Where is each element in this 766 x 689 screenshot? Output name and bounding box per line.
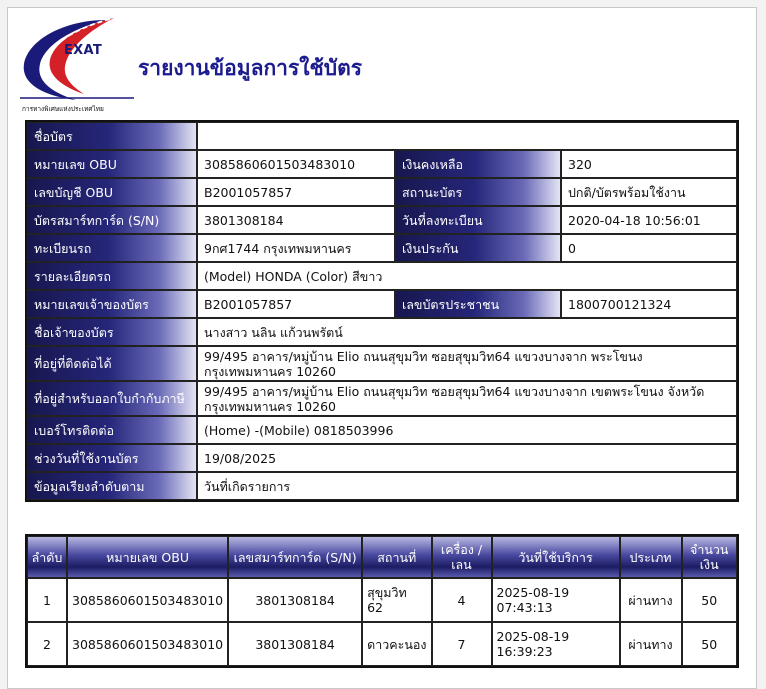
table-row [27,578,737,622]
row-lane: 4 [432,578,492,622]
owner-name-label: ชื่อเจ้าของบัตร [27,318,197,346]
row-plate [27,234,737,262]
table-row [27,622,737,666]
logo-caption: การทางพิเศษแห่งประเทศไทย [22,105,104,113]
transactions-table [25,534,739,668]
row-usage-period [27,444,737,472]
balance-value: 320 [561,150,737,178]
row-obu: 3085860601503483010 [67,578,228,622]
row-type: ผ่านทาง [620,578,682,622]
smartcard-label: บัตรสมาร์ทการ์ด (S/N) [27,206,197,234]
row-seq: 2 [27,622,67,666]
exat-logo [14,14,138,114]
col-obu-header: หมายเลข OBU [67,536,228,578]
col-lane-header: เครื่อง /เลน [432,536,492,578]
col-datetime-header: วันที่ใช้บริการ [492,536,620,578]
col-type-header: ประเภท [620,536,682,578]
card-name-label: ชื่อบัตร [27,122,197,150]
deposit-value: 0 [561,234,737,262]
col-amount-header: จำนวนเงิน [682,536,738,578]
usage-period-label: ช่วงวันที่ใช้งานบัตร [27,444,197,472]
row-obu: 3085860601503483010 [67,622,228,666]
card-info-table [25,120,739,502]
row-owner-name [27,318,737,346]
row-phone [27,416,737,444]
phone-value: (Home) -(Mobile) 0818503996 [197,416,737,444]
id-card-label: เลขบัตรประชาชน [395,290,561,318]
deposit-label: เงินประกัน [395,234,561,262]
report-page [7,7,757,689]
row-location: ดาวคะนอง [362,622,431,666]
row-lane: 7 [432,622,492,666]
obu-number-value: 3085860601503483010 [197,150,395,178]
sort-order-value: วันที่เกิดรายการ [197,472,737,500]
col-smartcard-header: เลขสมาร์ทการ์ด (S/N) [228,536,362,578]
logo-text: EXAT [64,43,103,58]
sort-order-label: ข้อมูลเรียงลำดับตาม [27,472,197,500]
plate-value: 9กศ1744 กรุงเทพมหานคร [197,234,395,262]
row-location: สุขุมวิท 62 [362,578,431,622]
usage-period-value: 19/08/2025 [197,444,737,472]
row-smartcard [27,206,737,234]
register-date-value: 2020-04-18 10:56:01 [561,206,737,234]
tax-address-value: 99/495 อาคาร/หมู่บ้าน Elio ถนนสุขุมวิท ซอยสุขุมวิท64 แขวงบางจาก เขตพระโขนง จังหวัดกรุงเทพมหานคร 10260 [197,381,737,416]
row-datetime: 2025-08-19 16:39:23 [492,622,620,666]
row-card-name [27,122,737,150]
vehicle-detail-value: (Model) HONDA (Color) สีขาว [197,262,737,290]
plate-label: ทะเบียนรถ [27,234,197,262]
balance-label: เงินคงเหลือ [395,150,561,178]
card-status-value: ปกติ/บัตรพร้อมใช้งาน [561,178,737,206]
row-type: ผ่านทาง [620,622,682,666]
row-contact-address [27,346,737,381]
exat-logo-swoosh-icon [14,14,138,114]
owner-name-value: นางสาว นลิน แก้วนพรัตน์ [197,318,737,346]
col-seq-header: ลำดับ [27,536,67,578]
obu-account-value: B2001057857 [197,178,395,206]
report-title: รายงานข้อมูลการใช้บัตร [138,56,362,80]
row-tax-address [27,381,737,416]
smartcard-value: 3801308184 [197,206,395,234]
row-obu-account [27,178,737,206]
contact-address-label: ที่อยู่ที่ติดต่อได้ [27,346,197,381]
tax-address-label: ที่อยู่สำหรับออกใบกำกับภาษี [27,381,197,416]
row-amount: 50 [682,578,738,622]
transactions-header-row [27,536,737,578]
col-location-header: สถานที่ [362,536,431,578]
row-seq: 1 [27,578,67,622]
card-name-value [197,122,737,150]
row-sort-order [27,472,737,500]
row-amount: 50 [682,622,738,666]
vehicle-detail-label: รายละเอียดรถ [27,262,197,290]
obu-account-label: เลขบัญชี OBU [27,178,197,206]
row-owner-number [27,290,737,318]
card-status-label: สถานะบัตร [395,178,561,206]
row-datetime: 2025-08-19 07:43:13 [492,578,620,622]
register-date-label: วันที่ลงทะเบียน [395,206,561,234]
contact-address-value: 99/495 อาคาร/หมู่บ้าน Elio ถนนสุขุมวิท ซอยสุขุมวิท64 แขวงบางจาก พระโขนง กรุงเทพมหานคร 10260 [197,346,737,381]
owner-number-label: หมายเลขเจ้าของบัตร [27,290,197,318]
row-smartcard: 3801308184 [228,578,362,622]
id-card-value: 1800700121324 [561,290,737,318]
phone-label: เบอร์โทรติดต่อ [27,416,197,444]
row-smartcard: 3801308184 [228,622,362,666]
owner-number-value: B2001057857 [197,290,395,318]
obu-number-label: หมายเลข OBU [27,150,197,178]
row-obu-number [27,150,737,178]
row-vehicle-detail [27,262,737,290]
